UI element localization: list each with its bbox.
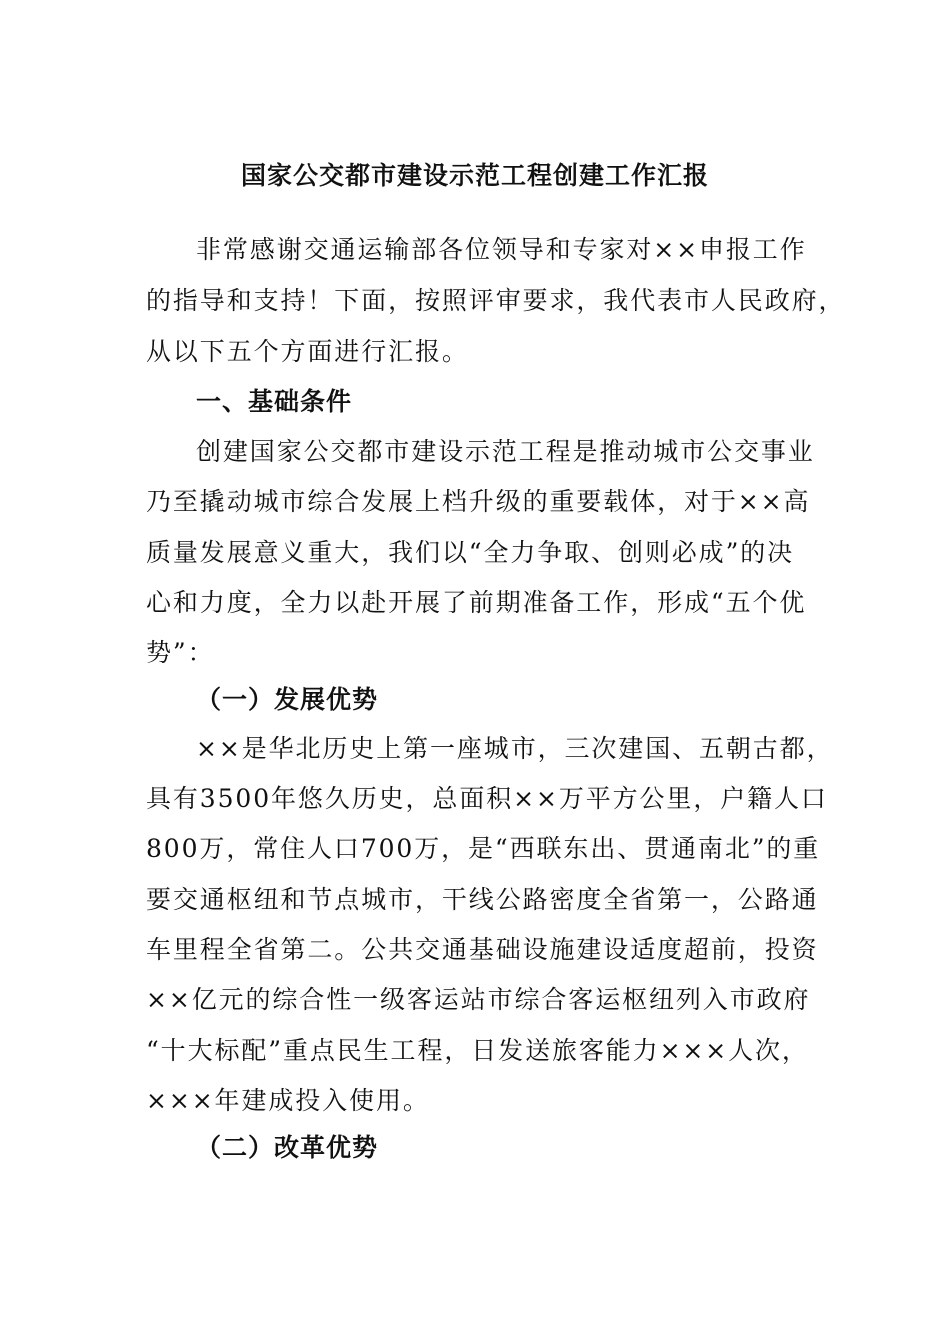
sub1-line-4: 要交通枢纽和节点城市，干线公路密度全省第一，公路通 bbox=[146, 885, 819, 914]
sub1-line-5: 车里程全省第二。公共交通基础设施建设适度超前，投资 bbox=[146, 935, 819, 964]
subsection-heading-2: （二）改革优势 bbox=[196, 1133, 379, 1162]
section1-line-3: 质量发展意义重大，我们以“全力争取、创则必成”的决 bbox=[146, 538, 795, 567]
sub1-line-6: ××亿元的综合性一级客运站市综合客运枢纽列入市政府 bbox=[146, 985, 811, 1014]
sub1-line-1: ××是华北历史上第一座城市，三次建国、五朝古都， bbox=[196, 734, 834, 763]
section1-line-4: 心和力度，全力以赴开展了前期准备工作，形成“五个优 bbox=[146, 588, 807, 617]
sub1-line-3: 800万，常住人口700万，是“西联东出、贯通南北”的重 bbox=[146, 834, 821, 863]
intro-line-3: 从以下五个方面进行汇报。 bbox=[146, 337, 469, 366]
sub1-line-8: ×××年建成投入使用。 bbox=[146, 1086, 430, 1115]
sub1-line-7: “十大标配”重点民生工程，日发送旅客能力×××人次， bbox=[146, 1036, 809, 1065]
section1-line-2: 乃至撬动城市综合发展上档升级的重要载体，对于××高 bbox=[146, 487, 811, 516]
section1-line-5: 势”： bbox=[146, 638, 215, 667]
intro-line-1: 非常感谢交通运输部各位领导和专家对××申报工作 bbox=[196, 235, 807, 264]
section-heading: 一、基础条件 bbox=[196, 387, 353, 416]
document-title: 国家公交都市建设示范工程创建工作汇报 bbox=[240, 161, 709, 190]
subsection-heading: （一）发展优势 bbox=[196, 685, 379, 714]
intro-line-2: 的指导和支持！下面，按照评审要求，我代表市人民政府， bbox=[146, 286, 846, 315]
section1-line-1: 创建国家公交都市建设示范工程是推动城市公交事业 bbox=[196, 437, 815, 466]
sub1-line-2: 具有3500年悠久历史，总面积××万平方公里，户籍人口 bbox=[146, 784, 828, 813]
